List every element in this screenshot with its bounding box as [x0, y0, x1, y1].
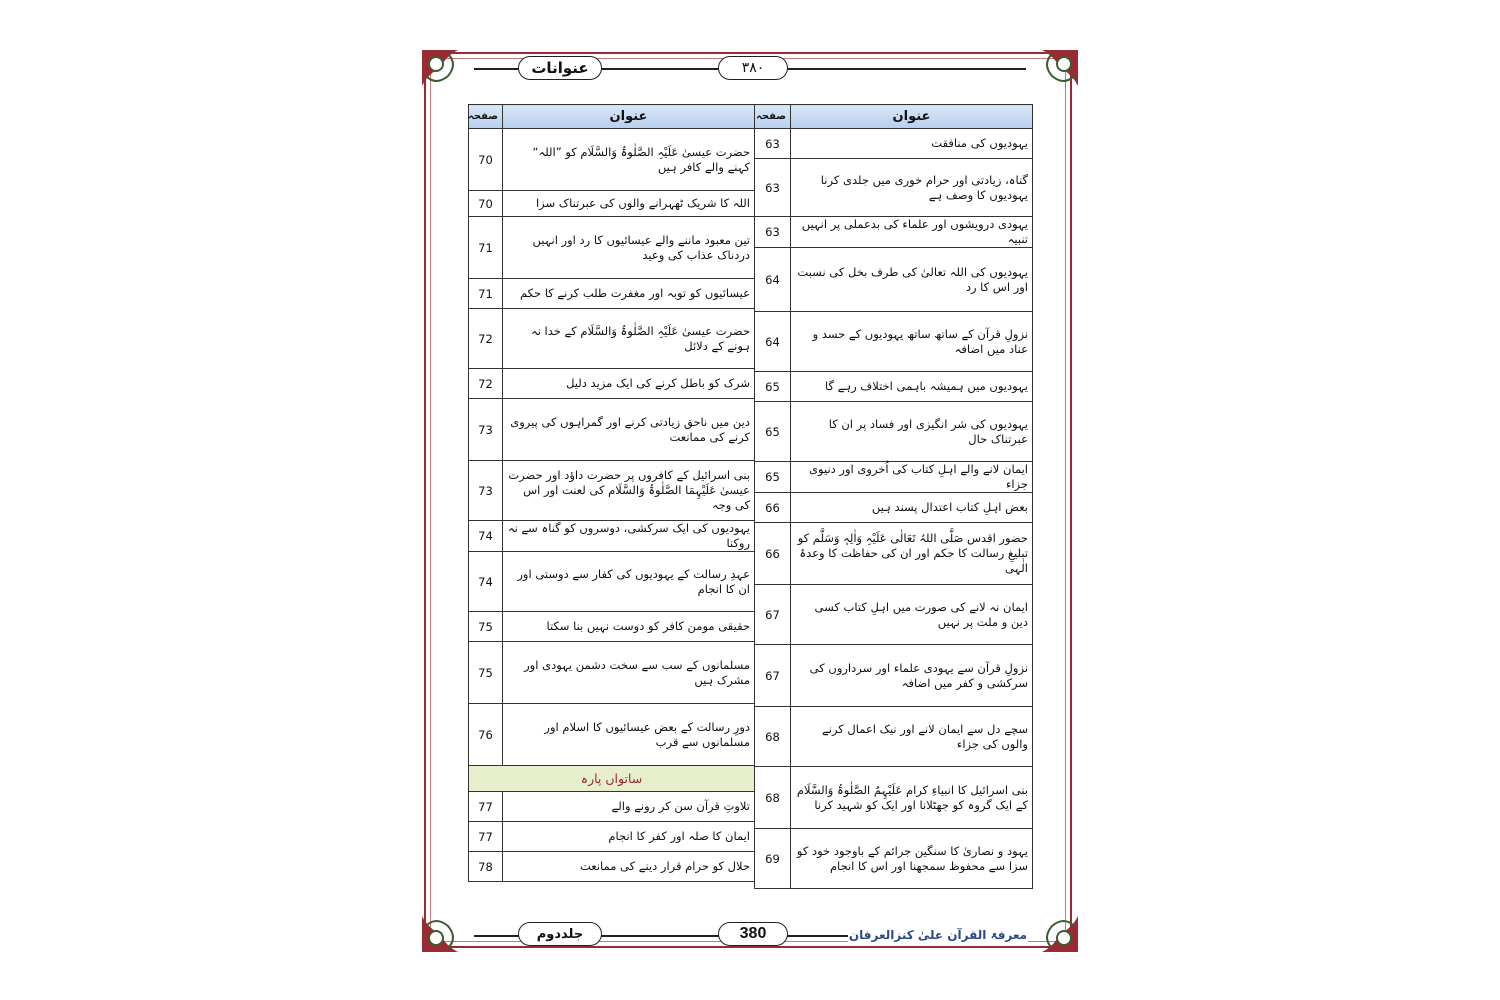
- toc-entry-page[interactable]: 70: [469, 129, 503, 191]
- footer-book-title: معرفۃ القرآن علیٰ کنزالعرفان: [848, 924, 1028, 946]
- toc-entry-page[interactable]: 66: [755, 523, 791, 585]
- toc-entry: [755, 312, 1033, 372]
- toc-entry: [755, 767, 1033, 829]
- toc-entry: [469, 642, 755, 704]
- toc-entry: [469, 704, 755, 766]
- toc-entry: [469, 822, 755, 852]
- toc-entry: [469, 217, 755, 279]
- toc-entry-title[interactable]: سچے دل سے ایمان لانے اور نیک اعمال کرنے والوں کی جزاء: [791, 707, 1033, 767]
- toc-entry-page[interactable]: 74: [469, 552, 503, 612]
- toc-entry-page[interactable]: 66: [755, 493, 791, 523]
- toc-entry-page[interactable]: 65: [755, 372, 791, 402]
- toc-entry-title[interactable]: بعض اہلِ کتاب اعتدال پسند ہیں: [791, 493, 1033, 523]
- toc-entry-page[interactable]: 64: [755, 312, 791, 372]
- toc-entry-page[interactable]: 73: [469, 461, 503, 521]
- toc-entry: [755, 523, 1033, 585]
- toc-entry: [469, 461, 755, 521]
- toc-entry-page[interactable]: 77: [469, 822, 503, 852]
- toc-entry-title[interactable]: حضور اقدس صَلَّی اللہُ تَعَالٰی عَلَیْہِ وَاٰلِہٖ وَسَلَّم کو تبلیغِ رسالت کا حکم اور ان کی حفاظت کا وعدۂ الٰہی: [791, 523, 1033, 585]
- toc-entry-page[interactable]: 78: [469, 852, 503, 882]
- corner-ornament-icon: [418, 46, 480, 108]
- corner-ornament-icon: [1020, 894, 1082, 956]
- toc-entry: [755, 217, 1033, 248]
- toc-entry: [469, 852, 755, 882]
- toc-entry-page[interactable]: 71: [469, 217, 503, 279]
- toc-entry-title[interactable]: یہودیوں کی شر انگیزی اور فساد پر ان کا عبرتناک حال: [791, 402, 1033, 462]
- toc-entry-title[interactable]: نزولِ قرآن سے یہودی علماء اور سرداروں کی سرکشی و کفر میں اضافہ: [791, 645, 1033, 707]
- toc-entry: [469, 612, 755, 642]
- toc-entry: [469, 129, 755, 191]
- toc-entry-title[interactable]: یہودیوں کی ایک سرکشی، دوسروں کو گناہ سے نہ روکنا: [503, 521, 755, 552]
- col-header-title: عنوان: [503, 105, 755, 129]
- toc-entry-title[interactable]: نزولِ قرآن کے ساتھ ساتھ یہودیوں کے حسد و عناد میں اضافہ: [791, 312, 1033, 372]
- toc-entry-page[interactable]: 65: [755, 402, 791, 462]
- toc-entry-page[interactable]: 63: [755, 159, 791, 217]
- toc-entry-title[interactable]: ایمان کا صلہ اور کفر کا انجام: [503, 822, 755, 852]
- toc-entry: [469, 399, 755, 461]
- toc-entry-title[interactable]: یہودیوں کی اللہ تعالیٰ کی طرف بخل کی نسبت اور اس کا رد: [791, 248, 1033, 312]
- toc-entry-title[interactable]: گناہ، زیادتی اور حرام خوری میں جلدی کرنا یہودیوں کا وصف ہے: [791, 159, 1033, 217]
- toc-table-left: [468, 104, 755, 882]
- toc-entry-title[interactable]: حضرت عیسیٰ عَلَیْہِ الصَّلٰوۃُ وَالسَّلَام کے خدا نہ ہونے کے دلائل: [503, 309, 755, 369]
- toc-entry-page[interactable]: 67: [755, 645, 791, 707]
- toc-entry-page[interactable]: 76: [469, 704, 503, 766]
- toc-entry-page[interactable]: 77: [469, 792, 503, 822]
- footer-page-number: 380: [718, 922, 788, 946]
- toc-entry: [755, 493, 1033, 523]
- toc-entry-page[interactable]: 75: [469, 642, 503, 704]
- toc-entry-page[interactable]: 68: [755, 707, 791, 767]
- toc-entry: [469, 191, 755, 217]
- book-page: [418, 46, 1082, 956]
- corner-ornament-icon: [418, 894, 480, 956]
- toc-entry-title[interactable]: بنی اسرائیل کے کافروں پر حضرت داؤد اور حضرت عیسیٰ عَلَیْہِمَا الصَّلٰوۃُ وَالسَّلَام کی لعنت اور اس کی وجہ: [503, 461, 755, 521]
- toc-entry-title[interactable]: ایمان لانے والے اہلِ کتاب کی اُخروی اور دنیوی جزاء: [791, 462, 1033, 493]
- header-page-number: ۳۸۰: [718, 56, 788, 80]
- toc-entry-page[interactable]: 71: [469, 279, 503, 309]
- toc-entry-page[interactable]: 74: [469, 521, 503, 552]
- toc-entry-title[interactable]: حقیقی مومن کافر کو دوست نہیں بنا سکتا: [503, 612, 755, 642]
- toc-entry-title[interactable]: دین میں ناحق زیادتی کرنے اور گمراہوں کی پیروی کرنے کی ممانعت: [503, 399, 755, 461]
- toc-entry-title[interactable]: عیسائیوں کو توبہ اور مغفرت طلب کرنے کا حکم: [503, 279, 755, 309]
- toc-entry-page[interactable]: 75: [469, 612, 503, 642]
- section-heading-row: [469, 766, 755, 792]
- corner-ornament-icon: [1020, 46, 1082, 108]
- toc-entry: [469, 792, 755, 822]
- toc-entry-title[interactable]: یہودیوں کی منافقت: [791, 129, 1033, 159]
- header-title: عنوانات: [518, 56, 602, 80]
- toc-entry: [469, 369, 755, 399]
- col-header-page: صفحہ: [469, 105, 503, 129]
- toc-entry-page[interactable]: 69: [755, 829, 791, 889]
- toc-entry: [755, 829, 1033, 889]
- col-header-title: عنوان: [791, 105, 1033, 129]
- toc-entry: [469, 309, 755, 369]
- toc-entry-title[interactable]: دورِ رسالت کے بعض عیسائیوں کا اسلام اور مسلمانوں سے قرب: [503, 704, 755, 766]
- toc-entry-page[interactable]: 68: [755, 767, 791, 829]
- col-header-page: صفحہ: [755, 105, 791, 129]
- section-heading: ساتواں پارہ: [469, 766, 755, 792]
- toc-entry-page[interactable]: 64: [755, 248, 791, 312]
- toc-entry-title[interactable]: بنی اسرائیل کا انبیاءِ کرام عَلَیْہِمُ الصَّلٰوۃُ وَالسَّلَام کے ایک گروہ کو جھٹلانا اور ایک کو شہید کرنا: [791, 767, 1033, 829]
- toc-entry-page[interactable]: 67: [755, 585, 791, 645]
- toc-entry-page[interactable]: 65: [755, 462, 791, 493]
- toc-entry: [755, 707, 1033, 767]
- toc-entry-page[interactable]: 63: [755, 217, 791, 248]
- toc-entry: [755, 462, 1033, 493]
- toc-entry-title[interactable]: یہودی درویشوں اور علماء کی بدعملی پر انہیں تنبیہ: [791, 217, 1033, 248]
- footer-volume: جلددوم: [518, 922, 602, 946]
- toc-entry-title[interactable]: ایمان نہ لانے کی صورت میں اہلِ کتاب کسی دین و ملت پر نہیں: [791, 585, 1033, 645]
- toc-entry: [755, 248, 1033, 312]
- toc-entry-title[interactable]: شرک کو باطل کرنے کی ایک مزید دلیل: [503, 369, 755, 399]
- toc-entry: [755, 159, 1033, 217]
- toc-entry-page[interactable]: 72: [469, 309, 503, 369]
- toc-entry-title[interactable]: یہود و نصاریٰ کا سنگین جرائم کے باوجود خود کو سزا سے محفوظ سمجھنا اور اس کا انجام: [791, 829, 1033, 889]
- toc-entry: [755, 129, 1033, 159]
- toc-entry-title[interactable]: اللہ کا شریک ٹھہرانے والوں کی عبرتناک سزا: [503, 191, 755, 217]
- toc-entry-title[interactable]: حلال کو حرام قرار دینے کی ممانعت: [503, 852, 755, 882]
- toc-entry: [755, 372, 1033, 402]
- toc-entry: [755, 645, 1033, 707]
- toc-entry-page[interactable]: 73: [469, 399, 503, 461]
- toc-entry-title[interactable]: تلاوتِ قرآن سن کر رونے والے: [503, 792, 755, 822]
- toc-entry: [469, 552, 755, 612]
- toc-entry: [755, 402, 1033, 462]
- toc-entry-page[interactable]: 63: [755, 129, 791, 159]
- toc-entry: [755, 585, 1033, 645]
- toc-entry: [469, 279, 755, 309]
- toc-entry-page[interactable]: 72: [469, 369, 503, 399]
- toc-entry-title[interactable]: عہدِ رسالت کے یہودیوں کی کفار سے دوستی اور ان کا انجام: [503, 552, 755, 612]
- toc-entry-title[interactable]: تین معبود ماننے والے عیسائیوں کا رد اور انہیں دردناک عذاب کی وعید: [503, 217, 755, 279]
- toc-entry-page[interactable]: 70: [469, 191, 503, 217]
- toc-entry-title[interactable]: حضرت عیسیٰ عَلَیْہِ الصَّلٰوۃُ وَالسَّلَام کو ”اللہ“ کہنے والے کافر ہیں: [503, 129, 755, 191]
- toc-entry-title[interactable]: مسلمانوں کے سب سے سخت دشمن یہودی اور مشرک ہیں: [503, 642, 755, 704]
- toc-table-right: [754, 104, 1033, 889]
- toc-entry: [469, 521, 755, 552]
- toc-entry-title[interactable]: یہودیوں میں ہمیشہ باہمی اختلاف رہے گا: [791, 372, 1033, 402]
